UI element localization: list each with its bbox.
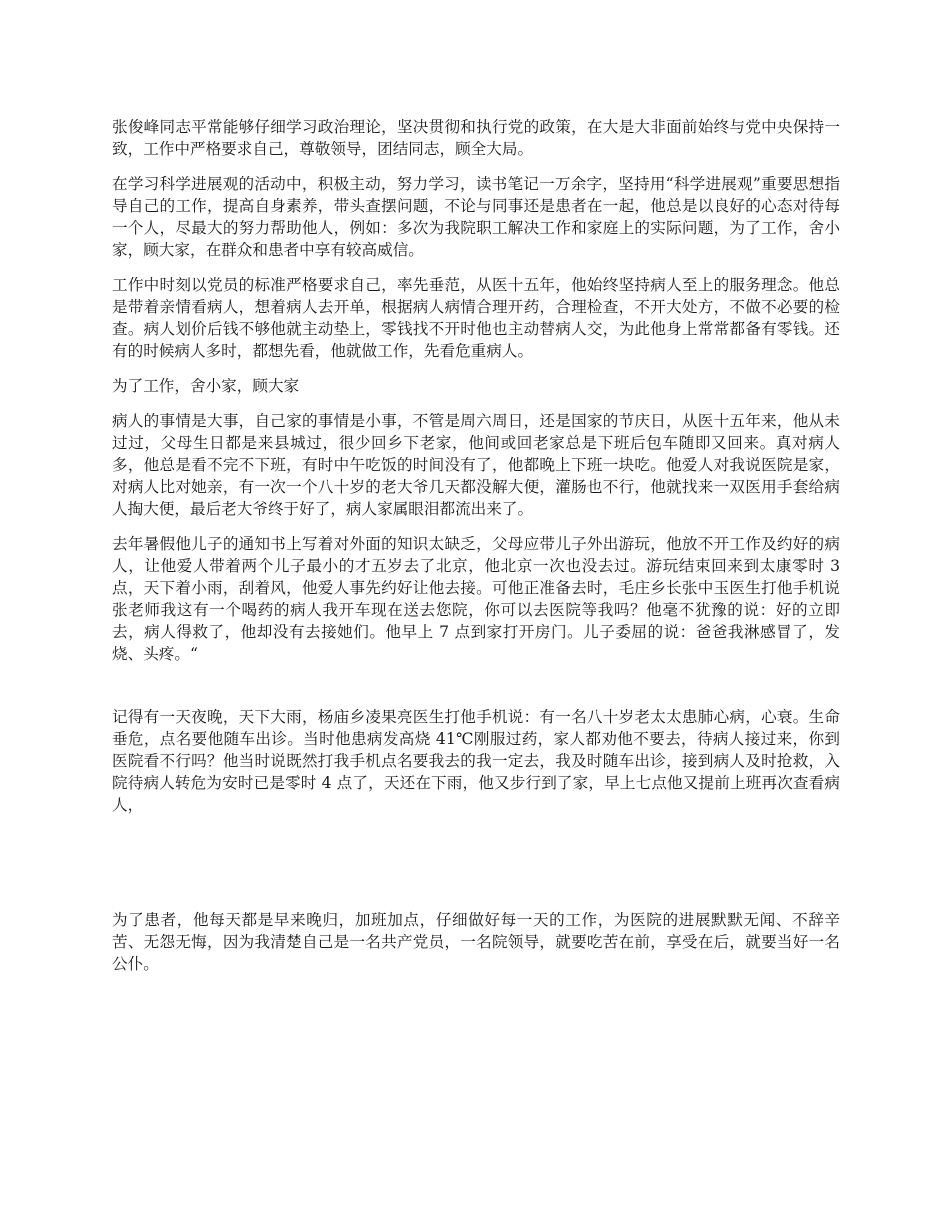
document-body — [112, 116, 840, 988]
paragraph-patients-first: 病人的事情是大事，自己家的事情是小事，不管是周六周日，还是国家的节庆日，从医十五年来，他从未过过，父母生日都是来县城过，很少回乡下老家，他间或回老家总是下班后包车随即又回来。真对病人多，他总是看不完不下班，有时中午吃饭的时间没有了，他都晚上下班一块吃。他爱人对我说医院是家，对病人比对她亲，有一次一个八十岁的老大爷几天都没解大便，灌肠也不行，他就找来一双医用手套给病人掏大便，最后老大爷终于好了，病人家属眼泪都流出来了。 — [112, 412, 840, 518]
blank-space — [112, 829, 840, 909]
paragraph-political-study: 张俊峰同志平常能够仔细学习政治理论，坚决贯彻和执行党的政策，在大是大非面前始终与党中央保持一致，工作中严格要求自己，尊敬领导，团结同志，顾全大局。 — [112, 118, 840, 158]
paragraph-conclusion: 为了患者，他每天都是早来晚归，加班加点，仔细做好每一天的工作，为医院的进展默默无闻、不辞辛苦、无怨无悔，因为我清楚自己是一名共产党员，一名院领导，就要吃苦在前，享受在后，就要当好一名公仆。 — [112, 911, 840, 973]
paragraph-party-member-standard: 工作中时刻以党员的标准严格要求自己，率先垂范，从医十五年，他始终坚持病人至上的服务理念。他总是带着亲情看病人，想着病人去开单，根据病人病情合理开药，合理检查，不开大处方，不做不必要的检查。病人划价后钱不够他就主动垫上，零钱找不开时他也主动替病人交，为此他身上常常都备有零钱。还有的时候病人多时，都想先看，他就做工作，先看危重病人。 — [112, 276, 840, 360]
section-heading-work-before-family: 为了工作，舍小家，顾大家 — [112, 377, 300, 395]
paragraph-summer-vacation: 去年暑假他儿子的通知书上写着对外面的知识太缺乏，父母应带儿子外出游玩，他放不开工作及约好的病人，让他爱人带着两个儿子最小的才五岁去了北京，他北京一次也没去过。游玩结束回来到太康零时 3 点，天下着小雨，刮着风，他爱人事先约好让他去接。可他正准备去时，毛庄乡长张中玉医生打他手机说张老师我这有一个喝药的病人我开车现在送去您院，你可以去医院等我吗？他毫不犹豫的说：好的立即去，病人得救了，他却没有去接她们。他早上 7 点到家打开房门。儿子委屈的说：爸爸我淋感冒了，发烧、头疼。“ — [112, 535, 840, 663]
blank-space — [112, 678, 840, 706]
paragraph-rainy-night: 记得有一天夜晚，天下大雨，杨庙乡凌果亮医生打他手机说：有一名八十岁老太太患肺心病，心衰。生命垂危，点名要他随车出诊。当时他患病发高烧 41℃刚服过药，家人都劝他不要去，待病人接过来，你到医院看不行吗？他当时说既然打我手机点名要我去的我一定去，我及时随车出诊，接到病人及时抢救，入院待病人转危为安时已是零时 4 点了，天还在下雨，他又步行到了家，早上七点他又提前上班再次查看病人， — [112, 708, 840, 814]
paragraph-scientific-development: 在学习科学进展观的活动中，积极主动，努力学习，读书笔记一万余字，坚持用“科学进展观”重要思想指导自己的工作，提高自身素养，带头查摆问题，不论与同事还是患者在一起，他总是以良好的心态对待每一个人，尽最大的努力帮助他人，例如：多次为我院职工解决工作和家庭上的实际问题，为了工作，舍小家，顾大家，在群众和患者中享有较高威信。 — [112, 175, 840, 259]
